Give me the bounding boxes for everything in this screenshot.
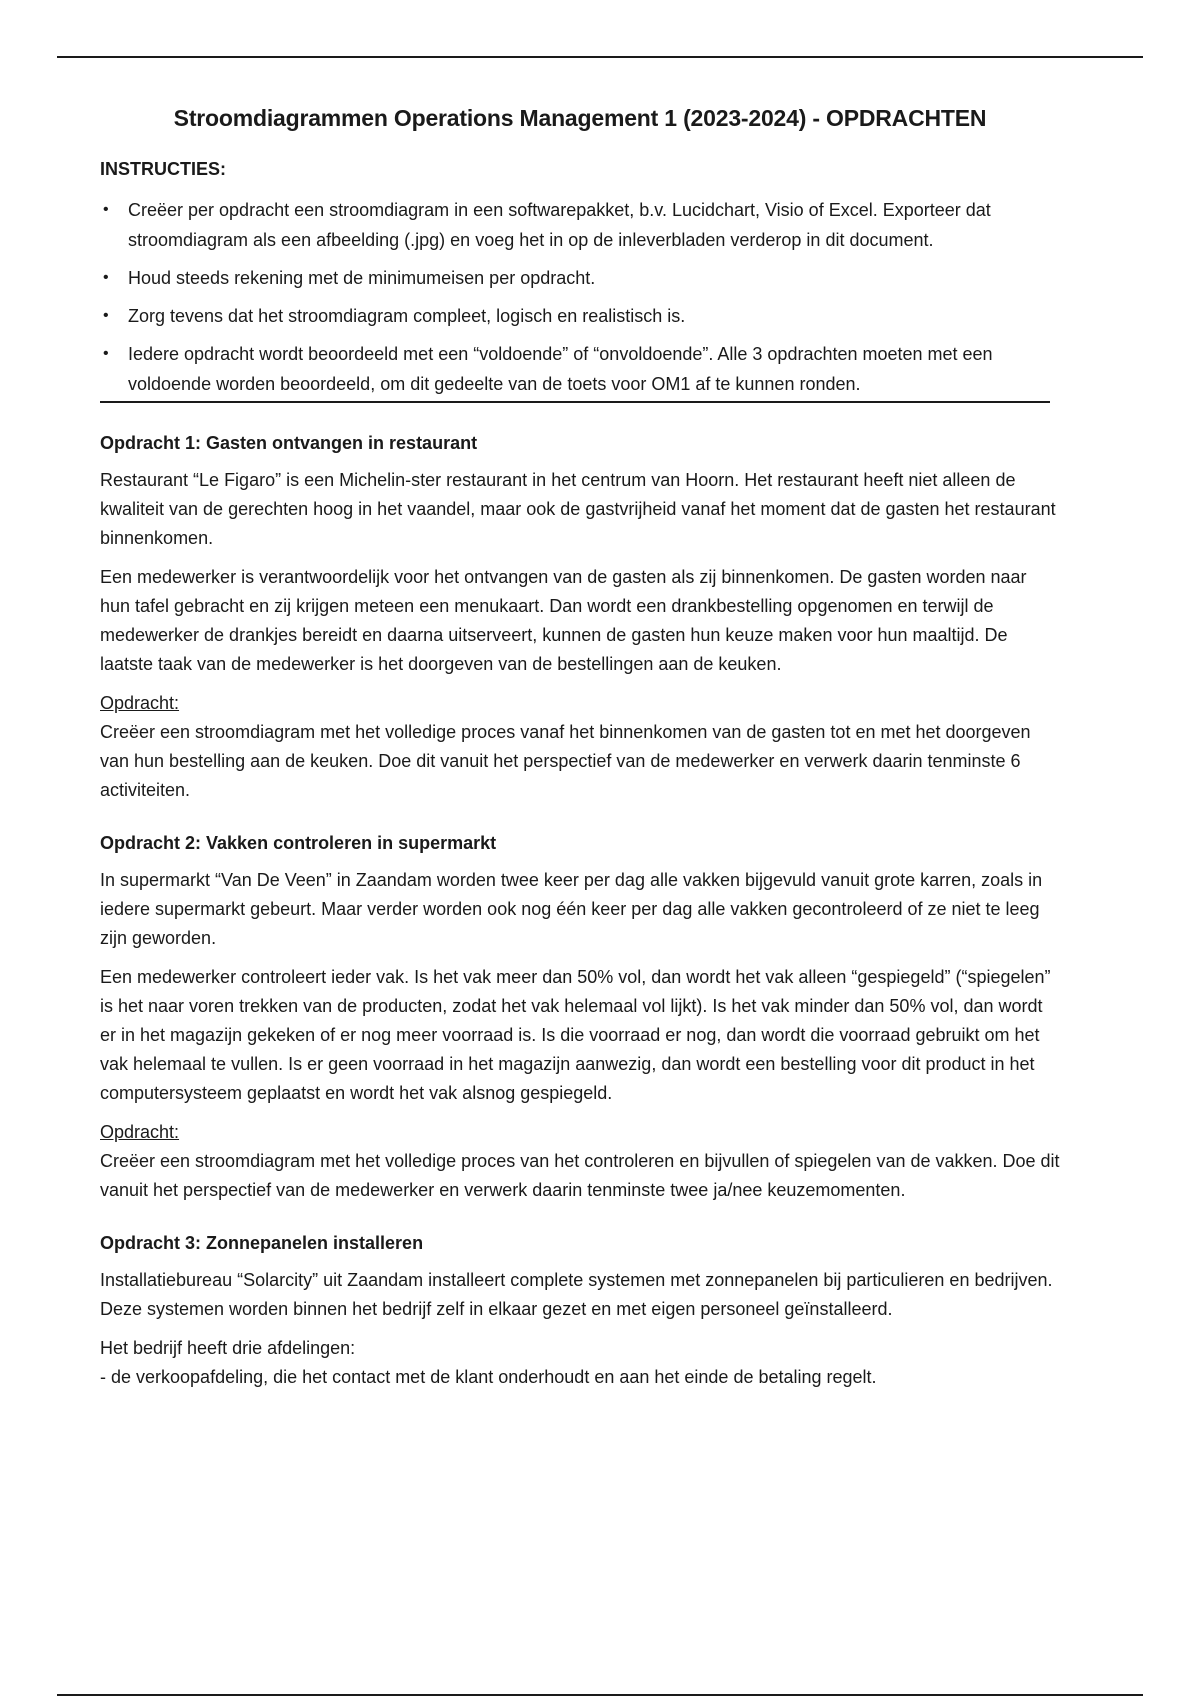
- instruction-item: [100, 301, 1060, 331]
- opdracht1-task: Creëer een stroomdiagram met het volledige proces vanaf het binnenkomen van de gasten tot en met het doorgeven van hun bestelling aan de keuken. Doe dit vanuit het perspectief van de medewerker en verwerk daarin tenminste 6 activiteiten.: [100, 722, 1031, 800]
- opdracht1-heading: Opdracht 1: Gasten ontvangen in restaurant: [100, 433, 478, 453]
- instruction-item: [100, 263, 1060, 293]
- bottom-rule: [57, 1694, 1143, 1696]
- opdracht2-paragraph: Een medewerker controleert ieder vak. Is het vak meer dan 50% vol, dan wordt het vak alleen “gespiegeld” (“spiegelen” is het naar voren trekken van de producten, zodat het vak helemaal vol lijkt). Is het vak minder dan 50% vol, dan wordt er in het magazijn gekeken of er nog meer voorraad is. Is die voorraad er nog, dan wordt die voorraad gebruikt om het vak helemaal te vullen. Is er geen voorraad in het magazijn aanwezig, dan wordt een bestelling voor dit product in het computersysteem geplaatst en wordt het vak alsnog gespiegeld.: [100, 967, 1051, 1103]
- opdracht1-task-label: Opdracht:: [100, 693, 180, 713]
- opdracht2-task-label: Opdracht:: [100, 1122, 180, 1142]
- opdracht3-heading: Opdracht 3: Zonnepanelen installeren: [100, 1233, 424, 1253]
- opdracht3-departments: [100, 1334, 1060, 1392]
- instructions-label: INSTRUCTIES:: [100, 159, 226, 179]
- instruction-item: [100, 195, 1060, 255]
- opdracht2-heading: Opdracht 2: Vakken controleren in supermarkt: [100, 833, 497, 853]
- bullet: •: [103, 201, 109, 218]
- document-content: [100, 100, 1060, 1392]
- bullet: •: [103, 269, 109, 286]
- bullet: •: [103, 345, 109, 362]
- opdracht2-paragraph: In supermarkt “Van De Veen” in Zaandam worden twee keer per dag alle vakken bijgevuld vanuit grote karren, zoals in iedere supermarkt gebeurt. Maar verder worden ook nog één keer per dag alle vakken gecontroleerd of ze niet te leeg zijn geworden.: [100, 870, 1043, 948]
- instruction-text: Creëer per opdracht een stroomdiagram in een softwarepakket, b.v. Lucidchart, Visio of Excel. Exporteer dat stroomdiagram als een afbeelding (.jpg) en voeg het in op de inleverbladen verderop in dit document.: [128, 200, 991, 250]
- instructions-list: [100, 195, 1060, 399]
- opdracht3-paragraph: Installatiebureau “Solarcity” uit Zaandam installeert complete systemen met zonnepanelen bij particulieren en bedrijven. Deze systemen worden binnen het bedrijf zelf in elkaar gezet en met eigen personeel geïnstalleerd.: [100, 1270, 1053, 1319]
- document-title: Stroomdiagrammen Operations Management 1 (2023-2024) - OPDRACHTEN: [173, 105, 987, 131]
- opdracht1-paragraph: Een medewerker is verantwoordelijk voor het ontvangen van de gasten als zij binnenkomen. De gasten worden naar hun tafel gebracht en zij krijgen meteen een menukaart. Dan wordt een drankbestelling opgenomen en terwijl de medewerker de drankjes bereidt en daarna uitserveert, kunnen de gasten hun keuze maken voor hun maaltijd. De laatste taak van de medewerker is het doorgeven van de bestellingen aan de keuken.: [100, 567, 1027, 674]
- instructions-separator: [100, 401, 1050, 403]
- bullet: •: [103, 307, 109, 324]
- opdracht2-task: Creëer een stroomdiagram met het volledige proces van het controleren en bijvullen of spiegelen van de vakken. Doe dit vanuit het perspectief van de medewerker en verwerk daarin tenminste twee ja/nee keuzemomenten.: [100, 1151, 1060, 1200]
- departments-intro: Het bedrijf heeft drie afdelingen:: [100, 1338, 356, 1358]
- instruction-text: Houd steeds rekening met de minimumeisen per opdracht.: [128, 268, 596, 288]
- instruction-text: Zorg tevens dat het stroomdiagram compleet, logisch en realistisch is.: [128, 306, 686, 326]
- instruction-text: Iedere opdracht wordt beoordeeld met een “voldoende” of “onvoldoende”. Alle 3 opdrachten moeten met een voldoende worden beoordeeld, om dit gedeelte van de toets voor OM1 af te kunnen ronden.: [128, 344, 993, 394]
- department-item: - de verkoopafdeling, die het contact met de klant onderhoudt en aan het einde de betaling regelt.: [100, 1367, 877, 1387]
- top-rule: [57, 56, 1143, 58]
- opdracht1-paragraph: Restaurant “Le Figaro” is een Michelin-ster restaurant in het centrum van Hoorn. Het restaurant heeft niet alleen de kwaliteit van de gerechten hoog in het vaandel, maar ook de gastvrijheid vanaf het moment dat de gasten het restaurant binnenkomen.: [100, 470, 1056, 548]
- instruction-item: [100, 339, 1060, 399]
